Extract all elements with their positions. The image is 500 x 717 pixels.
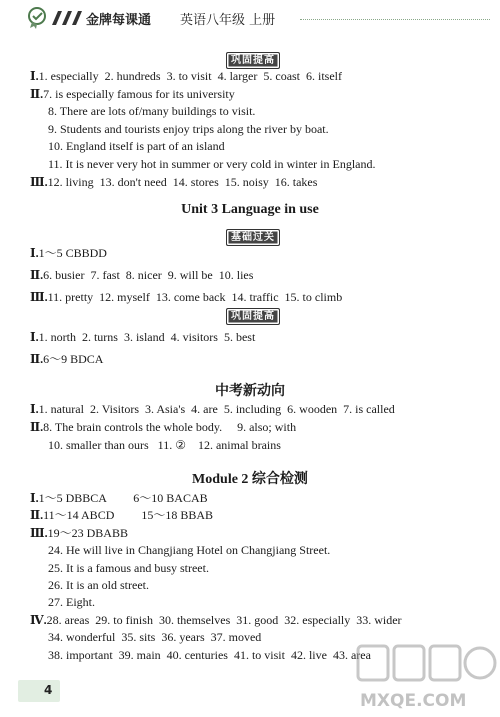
answer-text: 26. It is an old street. bbox=[48, 578, 149, 592]
answer-text: 1. north 2. turns 3. island 4. visitors 5. best bbox=[38, 330, 256, 344]
answer-line bbox=[30, 402, 395, 416]
roman-numeral: Ⅱ. bbox=[30, 268, 44, 282]
answer-line bbox=[48, 561, 209, 575]
roman-numeral: Ⅰ. bbox=[30, 402, 39, 416]
answer-line bbox=[30, 420, 296, 434]
answer-line bbox=[48, 578, 149, 592]
roman-numeral: Ⅲ. bbox=[30, 525, 48, 540]
answer-line bbox=[30, 175, 317, 189]
answer-text: 8. There are lots of/many buildings to visit. bbox=[48, 104, 256, 119]
roman-numeral: Ⅰ. bbox=[30, 69, 39, 83]
svg-text:MXQE.COM: MXQE.COM bbox=[360, 691, 467, 711]
answer-text: 1～5 DBBCA 6～10 BACAB bbox=[38, 491, 208, 505]
exam-trend-heading: 中考新动向 bbox=[215, 384, 285, 399]
answer-text: 38. important 39. main 40. centuries 41. to visit 42. live 43. area bbox=[48, 647, 371, 662]
page-number-tab bbox=[18, 680, 60, 702]
roman-numeral: Ⅲ. bbox=[30, 290, 48, 304]
answer-text: 19～23 DBABB bbox=[47, 525, 128, 540]
answer-text: 7. is especially famous for its university bbox=[43, 86, 235, 101]
book-subtitle: 英语八年级 上册 bbox=[180, 13, 276, 28]
page-header bbox=[0, 0, 500, 36]
roman-numeral: Ⅱ. bbox=[30, 352, 44, 366]
answer-text: 27. Eight. bbox=[48, 595, 95, 610]
medal-logo-icon bbox=[26, 6, 50, 30]
roman-numeral: Ⅰ. bbox=[30, 246, 39, 260]
answer-text: 8. The brain controls the whole body. 9. also; with bbox=[43, 420, 297, 434]
answer-text: 10. England itself is part of an island bbox=[48, 139, 225, 154]
answer-line bbox=[48, 595, 95, 609]
roman-numeral: Ⅱ. bbox=[30, 508, 44, 523]
answer-line bbox=[48, 438, 281, 452]
answer-line bbox=[30, 508, 213, 522]
answer-text: 10. smaller than ours 11. ② 12. animal brains bbox=[48, 438, 281, 452]
header-divider bbox=[300, 19, 490, 20]
page-number: 4 bbox=[44, 683, 53, 697]
book-title: 金牌每课通 bbox=[86, 13, 152, 28]
answer-text: 6. busier 7. fast 8. nicer 9. will be 10. lies bbox=[43, 268, 254, 282]
module-heading: Module 2 综合检测 bbox=[192, 472, 308, 487]
answer-line bbox=[30, 268, 253, 282]
answer-line bbox=[30, 330, 255, 344]
answer-line bbox=[30, 290, 342, 304]
roman-numeral: Ⅰ. bbox=[30, 491, 39, 505]
answer-text: 1～5 CBBDD bbox=[38, 246, 107, 260]
answer-line bbox=[48, 157, 375, 171]
answer-line bbox=[48, 543, 330, 557]
header-stripes-icon bbox=[50, 11, 84, 25]
roman-numeral: Ⅱ. bbox=[30, 420, 44, 434]
answer-line bbox=[30, 69, 342, 83]
answer-line bbox=[30, 613, 402, 627]
roman-numeral: Ⅰ. bbox=[30, 330, 39, 344]
answer-text: 6～9 BDCA bbox=[43, 352, 104, 366]
roman-numeral: Ⅳ. bbox=[30, 612, 47, 627]
answer-text: 28. areas 29. to finish 30. themselves 31. good 32. especially 33. wider bbox=[46, 612, 402, 627]
watermark-logo bbox=[352, 642, 498, 714]
answer-line bbox=[30, 87, 235, 101]
section-badge-basics: 基础过关 bbox=[226, 229, 280, 246]
answer-text: 25. It is a famous and busy street. bbox=[48, 560, 209, 575]
answer-text: 1. natural 2. Visitors 3. Asia's 4. are 5. including 6. wooden 7. is called bbox=[38, 402, 395, 416]
roman-numeral: Ⅲ. bbox=[30, 174, 48, 189]
answer-line bbox=[30, 491, 208, 505]
roman-numeral: Ⅱ. bbox=[30, 86, 44, 101]
answer-line bbox=[48, 630, 261, 644]
answer-text: 9. Students and tourists enjoy trips along the river by boat. bbox=[48, 121, 329, 136]
section-badge-consolidate: 巩固提高 bbox=[226, 52, 280, 69]
answer-text: 11. It is never very hot in summer or very cold in winter in England. bbox=[48, 157, 376, 171]
answer-line bbox=[30, 246, 107, 260]
section-badge-consolidate-2: 巩固提高 bbox=[226, 308, 280, 325]
answer-line bbox=[48, 139, 225, 153]
answer-text: 11～14 ABCD 15～18 BBAB bbox=[43, 508, 214, 523]
answer-text: 24. He will live in Changjiang Hotel on Changjiang Street. bbox=[48, 543, 331, 558]
answer-text: 34. wonderful 35. sits 36. years 37. moved bbox=[48, 630, 262, 645]
answer-text: 12. living 13. don't need 14. stores 15. noisy 16. takes bbox=[47, 174, 318, 189]
answer-line bbox=[48, 122, 329, 136]
answer-text: 11. pretty 12. myself 13. come back 14. traffic 15. to climb bbox=[47, 290, 343, 304]
answer-line bbox=[48, 648, 371, 662]
answer-line bbox=[30, 526, 128, 540]
unit-heading: Unit 3 Language in use bbox=[181, 202, 319, 217]
answer-line bbox=[48, 104, 255, 118]
answer-line bbox=[30, 352, 103, 366]
answer-text: 1. especially 2. hundreds 3. to visit 4. larger 5. coast 6. itself bbox=[38, 69, 343, 83]
